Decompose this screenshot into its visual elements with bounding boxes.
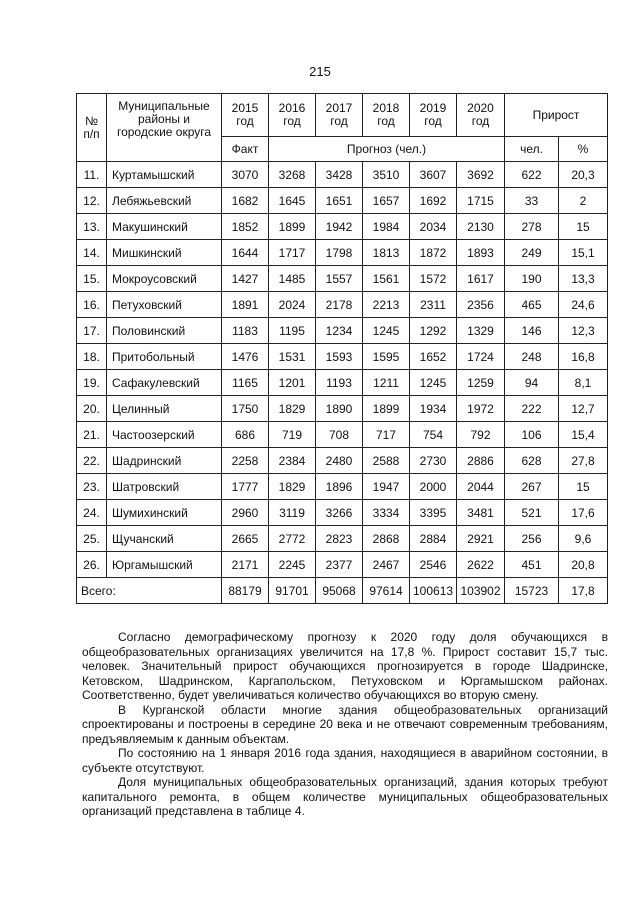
cell-growth-percent: 17,6	[559, 500, 608, 526]
table-row	[77, 162, 608, 188]
cell-2015: 1427	[222, 266, 269, 292]
cell-growth-persons: 222	[505, 396, 559, 422]
cell-2017: 1798	[316, 240, 363, 266]
cell-2020: 2044	[457, 474, 505, 500]
cell-growth-percent: 16,8	[559, 344, 608, 370]
cell-2015: 3070	[222, 162, 269, 188]
table-row	[77, 448, 608, 474]
total-cell-2020: 103902	[457, 578, 505, 604]
cell-2018: 1947	[363, 474, 410, 500]
cell-2016: 2245	[269, 552, 316, 578]
cell-2015: 1852	[222, 214, 269, 240]
row-number: 25.	[77, 526, 107, 552]
district-name: Петуховский	[107, 292, 222, 318]
cell-2015: 1476	[222, 344, 269, 370]
cell-2020: 1893	[457, 240, 505, 266]
district-name: Половинский	[107, 318, 222, 344]
cell-2016: 1485	[269, 266, 316, 292]
table-body	[77, 162, 608, 604]
cell-2020: 1972	[457, 396, 505, 422]
cell-growth-percent: 27,8	[559, 448, 608, 474]
cell-growth-percent: 12,3	[559, 318, 608, 344]
district-name: Щучанский	[107, 526, 222, 552]
cell-2015: 2258	[222, 448, 269, 474]
cell-2016: 1717	[269, 240, 316, 266]
table-row	[77, 370, 608, 396]
cell-2015: 686	[222, 422, 269, 448]
cell-growth-percent: 20,3	[559, 162, 608, 188]
district-name: Шатровский	[107, 474, 222, 500]
cell-2019: 1245	[410, 370, 457, 396]
cell-2020: 3481	[457, 500, 505, 526]
district-name: Мишкинский	[107, 240, 222, 266]
district-name: Притобольный	[107, 344, 222, 370]
header-year-2016: 2016 год	[269, 94, 316, 137]
row-number: 11.	[77, 162, 107, 188]
table-row	[77, 500, 608, 526]
cell-growth-percent: 15,4	[559, 422, 608, 448]
district-name: Целинный	[107, 396, 222, 422]
cell-2020: 2921	[457, 526, 505, 552]
cell-2018: 717	[363, 422, 410, 448]
row-number: 24.	[77, 500, 107, 526]
cell-growth-percent: 15	[559, 474, 608, 500]
cell-2018: 1813	[363, 240, 410, 266]
row-number: 19.	[77, 370, 107, 396]
cell-growth-percent: 24,6	[559, 292, 608, 318]
total-cell-growth-percent: 17,8	[559, 578, 608, 604]
total-label: Всего:	[77, 578, 222, 604]
district-name: Куртамышский	[107, 162, 222, 188]
table-row	[77, 266, 608, 292]
header-growth: Прирост	[505, 94, 608, 137]
table-row	[77, 318, 608, 344]
cell-2020: 2130	[457, 214, 505, 240]
cell-2020: 1259	[457, 370, 505, 396]
cell-2015: 2171	[222, 552, 269, 578]
cell-2015: 2960	[222, 500, 269, 526]
cell-2015: 1183	[222, 318, 269, 344]
cell-2015: 2665	[222, 526, 269, 552]
cell-2015: 1682	[222, 188, 269, 214]
cell-2017: 1593	[316, 344, 363, 370]
cell-growth-persons: 249	[505, 240, 559, 266]
page-number: 215	[309, 64, 331, 79]
cell-growth-percent: 15	[559, 214, 608, 240]
district-name: Мокроусовский	[107, 266, 222, 292]
table-row	[77, 526, 608, 552]
cell-2020: 1617	[457, 266, 505, 292]
cell-growth-percent: 8,1	[559, 370, 608, 396]
cell-growth-percent: 12,7	[559, 396, 608, 422]
paragraph: В Курганской области многие здания общеобразовательных организаций спроектированы и построены в середине 20 века и не отвечают современным требованиям, предъявляемым к данным объектам.	[82, 702, 608, 746]
cell-2017: 1193	[316, 370, 363, 396]
row-number: 21.	[77, 422, 107, 448]
cell-2019: 1692	[410, 188, 457, 214]
cell-growth-percent: 9,6	[559, 526, 608, 552]
cell-2020: 1329	[457, 318, 505, 344]
cell-2019: 1872	[410, 240, 457, 266]
total-cell-2016: 91701	[269, 578, 316, 604]
cell-2020: 2886	[457, 448, 505, 474]
cell-growth-persons: 94	[505, 370, 559, 396]
cell-2017: 2480	[316, 448, 363, 474]
header-year-2020: 2020 год	[457, 94, 505, 137]
cell-2016: 2772	[269, 526, 316, 552]
cell-2015: 1891	[222, 292, 269, 318]
cell-2016: 1201	[269, 370, 316, 396]
table-row	[77, 214, 608, 240]
cell-2019: 1652	[410, 344, 457, 370]
cell-growth-persons: 451	[505, 552, 559, 578]
cell-2019: 2884	[410, 526, 457, 552]
cell-2015: 1750	[222, 396, 269, 422]
table-row	[77, 292, 608, 318]
cell-2019: 1934	[410, 396, 457, 422]
cell-2019: 2034	[410, 214, 457, 240]
total-cell-2018: 97614	[363, 578, 410, 604]
cell-2015: 1644	[222, 240, 269, 266]
cell-2016: 2384	[269, 448, 316, 474]
cell-2015: 1777	[222, 474, 269, 500]
district-name: Сафакулевский	[107, 370, 222, 396]
cell-2017: 1890	[316, 396, 363, 422]
cell-2016: 1645	[269, 188, 316, 214]
cell-2019: 2730	[410, 448, 457, 474]
header-fact: Факт	[222, 137, 269, 162]
cell-2016: 1195	[269, 318, 316, 344]
table-row	[77, 422, 608, 448]
cell-growth-percent: 15,1	[559, 240, 608, 266]
cell-growth-persons: 106	[505, 422, 559, 448]
total-cell-2019: 100613	[410, 578, 457, 604]
cell-2015: 1165	[222, 370, 269, 396]
paragraph: Согласно демографическому прогнозу к 2020 году доля обучающихся в общеобразовательных организациях увеличится на 17,8 %. Прирост составит 15,7 тыс. человек. Значительный прирост обучающихся прогнозируется в городе Шадринске, Кетовском, Шадринском, Каргапольском, Петуховском и Юргамышском районах. Соответственно, будет увеличиваться количество обучающихся во вторую смену.	[82, 630, 608, 702]
row-number: 26.	[77, 552, 107, 578]
cell-2018: 1561	[363, 266, 410, 292]
cell-2017: 2178	[316, 292, 363, 318]
cell-2016: 3119	[269, 500, 316, 526]
cell-2017: 1896	[316, 474, 363, 500]
cell-2019: 1292	[410, 318, 457, 344]
paragraph: Доля муниципальных общеобразовательных организаций, здания которых требуют капитального ремонта, в общем количестве муниципальных общеобразовательных организаций представлена в таблице 4.	[82, 775, 608, 818]
row-number: 13.	[77, 214, 107, 240]
cell-2019: 3607	[410, 162, 457, 188]
header-year-2017: 2017 год	[316, 94, 363, 137]
cell-2020: 792	[457, 422, 505, 448]
row-number: 14.	[77, 240, 107, 266]
cell-growth-persons: 33	[505, 188, 559, 214]
cell-2017: 1234	[316, 318, 363, 344]
cell-growth-persons: 622	[505, 162, 559, 188]
district-name: Шумихинский	[107, 500, 222, 526]
cell-2018: 1899	[363, 396, 410, 422]
cell-2017: 708	[316, 422, 363, 448]
cell-growth-persons: 256	[505, 526, 559, 552]
row-number: 22.	[77, 448, 107, 474]
cell-growth-persons: 248	[505, 344, 559, 370]
header-num: № п/п	[77, 94, 107, 162]
district-name: Шадринский	[107, 448, 222, 474]
table-header-row	[77, 94, 608, 137]
cell-2019: 3395	[410, 500, 457, 526]
cell-2018: 1211	[363, 370, 410, 396]
cell-2017: 2823	[316, 526, 363, 552]
header-forecast: Прогноз (чел.)	[269, 137, 505, 162]
cell-2016: 1829	[269, 396, 316, 422]
district-name: Юргамышский	[107, 552, 222, 578]
cell-growth-persons: 628	[505, 448, 559, 474]
demographic-forecast-table	[76, 93, 608, 604]
cell-2016: 3268	[269, 162, 316, 188]
cell-2018: 1657	[363, 188, 410, 214]
row-number: 15.	[77, 266, 107, 292]
cell-2019: 2311	[410, 292, 457, 318]
cell-2018: 1984	[363, 214, 410, 240]
row-number: 16.	[77, 292, 107, 318]
body-text	[82, 630, 608, 819]
cell-2018: 2467	[363, 552, 410, 578]
row-number: 20.	[77, 396, 107, 422]
cell-2020: 1724	[457, 344, 505, 370]
cell-growth-persons: 267	[505, 474, 559, 500]
table-row	[77, 240, 608, 266]
cell-2018: 2588	[363, 448, 410, 474]
header-district: Муниципальные районы и городские округа	[107, 94, 222, 162]
cell-2018: 1245	[363, 318, 410, 344]
cell-growth-persons: 465	[505, 292, 559, 318]
table-row	[77, 188, 608, 214]
cell-2019: 1572	[410, 266, 457, 292]
cell-2018: 1595	[363, 344, 410, 370]
total-cell-growth-persons: 15723	[505, 578, 559, 604]
cell-2020: 1715	[457, 188, 505, 214]
cell-2019: 754	[410, 422, 457, 448]
cell-2017: 3266	[316, 500, 363, 526]
cell-growth-percent: 20,8	[559, 552, 608, 578]
header-year-2018: 2018 год	[363, 94, 410, 137]
header-year-2019: 2019 год	[410, 94, 457, 137]
cell-2016: 1531	[269, 344, 316, 370]
header-growth-percent: %	[559, 137, 608, 162]
cell-2017: 2377	[316, 552, 363, 578]
row-number: 12.	[77, 188, 107, 214]
cell-growth-persons: 190	[505, 266, 559, 292]
cell-2020: 2622	[457, 552, 505, 578]
total-cell-2015: 88179	[222, 578, 269, 604]
table-row	[77, 552, 608, 578]
cell-2018: 2213	[363, 292, 410, 318]
cell-2016: 1829	[269, 474, 316, 500]
cell-2018: 2868	[363, 526, 410, 552]
total-row	[77, 578, 608, 604]
table-row	[77, 396, 608, 422]
row-number: 23.	[77, 474, 107, 500]
cell-2017: 1942	[316, 214, 363, 240]
cell-growth-percent: 2	[559, 188, 608, 214]
cell-2016: 2024	[269, 292, 316, 318]
header-year-2015: 2015 год	[222, 94, 269, 137]
total-cell-2017: 95068	[316, 578, 363, 604]
cell-2017: 3428	[316, 162, 363, 188]
cell-2017: 1651	[316, 188, 363, 214]
paragraph: По состоянию на 1 января 2016 года здания, находящиеся в аварийном состоянии, в субъекте отсутствуют.	[82, 746, 608, 775]
cell-growth-persons: 146	[505, 318, 559, 344]
row-number: 17.	[77, 318, 107, 344]
cell-growth-persons: 278	[505, 214, 559, 240]
cell-2019: 2546	[410, 552, 457, 578]
cell-2018: 3334	[363, 500, 410, 526]
district-name: Лебяжьевский	[107, 188, 222, 214]
table-row	[77, 344, 608, 370]
table-row	[77, 474, 608, 500]
cell-2019: 2000	[410, 474, 457, 500]
cell-2017: 1557	[316, 266, 363, 292]
cell-growth-persons: 521	[505, 500, 559, 526]
cell-2016: 719	[269, 422, 316, 448]
row-number: 18.	[77, 344, 107, 370]
district-name: Макушинский	[107, 214, 222, 240]
cell-2016: 1899	[269, 214, 316, 240]
cell-2020: 3692	[457, 162, 505, 188]
header-growth-persons: чел.	[505, 137, 559, 162]
cell-2018: 3510	[363, 162, 410, 188]
cell-2020: 2356	[457, 292, 505, 318]
district-name: Частоозерский	[107, 422, 222, 448]
cell-growth-percent: 13,3	[559, 266, 608, 292]
